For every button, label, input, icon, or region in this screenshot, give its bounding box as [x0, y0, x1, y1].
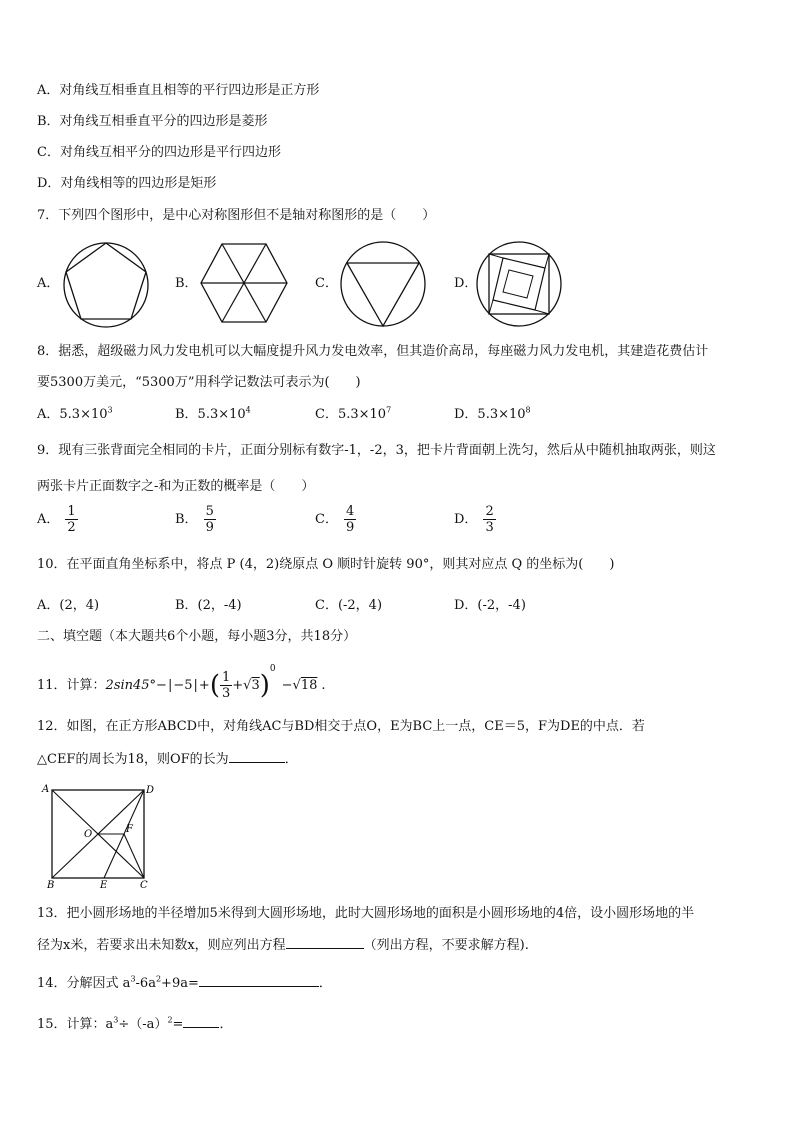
- q11-fraction: [220, 670, 232, 701]
- q11-sqrt18: 18: [300, 678, 318, 693]
- label-c: C: [140, 880, 148, 890]
- q13-line2: [37, 935, 529, 955]
- q10-option-a: A．(2，4): [37, 598, 100, 613]
- label-f: F: [126, 824, 133, 835]
- q8-option-b: [175, 406, 251, 424]
- square-shape: [489, 254, 549, 314]
- exponent: 2: [167, 1015, 173, 1025]
- option-label: D．: [454, 512, 478, 527]
- inner-square-2-shape: [503, 270, 533, 298]
- q9-stem-line1: 9．现有三张背面完全相同的卡片，正面分别标有数字-1，-2，3，把卡片背面朝上洗匀，然后从中随机抽取两张，则这: [37, 443, 716, 458]
- numerator: 1: [221, 670, 231, 685]
- numerator: 1: [67, 504, 76, 519]
- q13-line2-text: 径为x米，若要求出未知数x，则应列出方程: [37, 938, 286, 953]
- q14-text-c: +9a=: [161, 976, 199, 991]
- q12-line1: 12．如图，在正方形ABCD中，对角线AC与BD相交于点O，E为BC上一点，CE＝5，F为DE的中点．若: [37, 719, 645, 734]
- q12-line2-text: △CEF的周长为18，则OF的长为: [37, 752, 229, 767]
- q13-line1: 13．把小圆形场地的半径增加5米得到大圆形场地，此时大圆形场地的面积是小圆形场地的4倍，设小圆形场地的半: [37, 906, 695, 921]
- q7-label-d: D．: [454, 276, 478, 291]
- exponent: 3: [130, 974, 136, 984]
- q10-option-d: D．(-2，-4): [454, 598, 526, 613]
- q6-option-c: C．对角线互相平分的四边形是平行四边形: [37, 145, 281, 160]
- option-text: D．5.3×10: [454, 407, 526, 422]
- option-label: C．: [315, 512, 338, 527]
- option-text: A．5.3×10: [37, 407, 108, 422]
- q15-end: ．: [219, 1017, 233, 1032]
- option-text: C．5.3×10: [315, 407, 387, 422]
- option-label: B．: [175, 512, 198, 527]
- q13-line2-end: （列出方程，不要求解方程).: [363, 938, 529, 953]
- denominator: 2: [67, 520, 76, 535]
- q8-option-d: [454, 406, 531, 424]
- q10-stem: 10．在平面直角坐标系中，将点 P (4，2)绕原点 O 顺时针旋转 90°，则其对应点 Q 的坐标为( ): [37, 557, 615, 572]
- denominator: 3: [485, 520, 494, 535]
- label-e: E: [100, 880, 108, 890]
- exponent: 3: [107, 405, 113, 415]
- section-heading: 二、填空题（本大题共6个小题，每小题3分，共18分）: [37, 629, 357, 644]
- segment-cf: [124, 834, 144, 878]
- q11-prefix: 11．计算：: [37, 678, 106, 693]
- exponent: 3: [113, 1015, 119, 1025]
- answer-blank: [286, 935, 364, 949]
- q7-figure-a: [60, 241, 152, 329]
- q6-option-d: D．对角线相等的四边形是矩形: [37, 176, 217, 191]
- q11-abs-value: −5: [173, 678, 193, 693]
- paren-right: ): [259, 670, 270, 701]
- label-b: B: [47, 880, 55, 890]
- q11-exponent: 0: [269, 664, 276, 674]
- q7-figure-d: [474, 240, 564, 328]
- q11-minus: −: [281, 678, 293, 693]
- inner-square-shape: [493, 258, 545, 310]
- q12-figure: [40, 782, 160, 890]
- denominator: 9: [345, 520, 355, 535]
- q9-stem-line2: 两张卡片正面数字之-和为正数的概率是（ ）: [37, 479, 315, 494]
- triangle-shape: [347, 263, 419, 326]
- q14-end: ．: [318, 976, 332, 991]
- q10-option-c: C．(-2，4): [315, 598, 383, 613]
- q7-label-a: A．: [37, 276, 60, 291]
- q7-label-b: B．: [175, 276, 198, 291]
- label-d: D: [146, 785, 155, 796]
- q14-text-a: 14．分解因式 a: [37, 976, 131, 991]
- q11-end: .: [321, 678, 326, 693]
- q10-option-b: B．(2，-4): [175, 598, 242, 613]
- q14-question: [37, 973, 332, 993]
- answer-blank: [229, 749, 285, 763]
- q15-text-b: ÷（-a）: [118, 1017, 168, 1032]
- q7-label-c: C．: [315, 276, 338, 291]
- abs-bar: |: [167, 678, 173, 693]
- answer-blank: [183, 1014, 219, 1028]
- q11-sqrt3: 3: [251, 678, 260, 693]
- circle-shape: [64, 243, 148, 327]
- q15-text-c: =: [172, 1017, 184, 1032]
- q7-figure-b: [199, 242, 289, 326]
- circle-shape: [341, 242, 425, 326]
- q8-stem-line1: 8．据悉，超级磁力风力发电机可以大幅度提升风力发电效率，但其造价高昂，每座磁力风力发电机，其建造花费估计: [37, 344, 709, 359]
- q7-stem: 7．下列四个图形中，是中心对称图形但不是轴对称图形的是（ ）: [37, 208, 436, 223]
- fraction: [344, 504, 356, 535]
- q8-option-a: [37, 406, 113, 424]
- q9-option-d: [454, 504, 496, 535]
- option-text: B．5.3×10: [175, 407, 246, 422]
- q9-option-b: [175, 504, 216, 535]
- fraction: [483, 504, 495, 535]
- exponent: 7: [386, 405, 392, 415]
- q12-line2: [37, 749, 298, 769]
- q9-option-a: [37, 504, 78, 535]
- q12-line2-end: ．: [284, 752, 298, 767]
- option-label: A．: [37, 512, 60, 527]
- exponent: 4: [245, 405, 251, 415]
- answer-blank: [199, 973, 319, 987]
- denominator: 3: [221, 686, 231, 701]
- q15-question: [37, 1014, 232, 1034]
- sqrt-sign: √: [292, 678, 301, 693]
- q6-option-a: A．对角线互相垂直且相等的平行四边形是正方形: [37, 83, 320, 98]
- label-a: A: [42, 784, 50, 795]
- q9-option-c: [315, 504, 356, 535]
- q7-figure-c: [337, 240, 429, 328]
- numerator: 2: [485, 504, 494, 519]
- plus-sign: +: [232, 678, 244, 693]
- numerator: 4: [345, 504, 355, 519]
- q6-option-b: B．对角线互相垂直平分的四边形是菱形: [37, 114, 268, 129]
- numerator: 5: [205, 504, 214, 519]
- exponent: 8: [525, 405, 531, 415]
- sqrt-sign: √: [243, 678, 252, 693]
- q8-stem-line2: 要5300万美元，“5300万”用科学记数法可表示为( ): [37, 375, 361, 390]
- q15-text-a: 15．计算：a: [37, 1017, 114, 1032]
- denominator: 9: [205, 520, 214, 535]
- paren-left: (: [209, 670, 220, 701]
- q11-plus: +: [198, 678, 210, 693]
- fraction: [65, 504, 77, 535]
- q14-text-b: -6a: [135, 976, 156, 991]
- abs-bar: |: [193, 678, 198, 693]
- fraction: [204, 504, 216, 535]
- q11-question: [37, 664, 326, 701]
- exponent: 2: [155, 974, 162, 984]
- q11-expr-a: 2sin45°−: [105, 678, 167, 693]
- label-o: O: [84, 829, 93, 840]
- q8-option-c: [315, 406, 391, 424]
